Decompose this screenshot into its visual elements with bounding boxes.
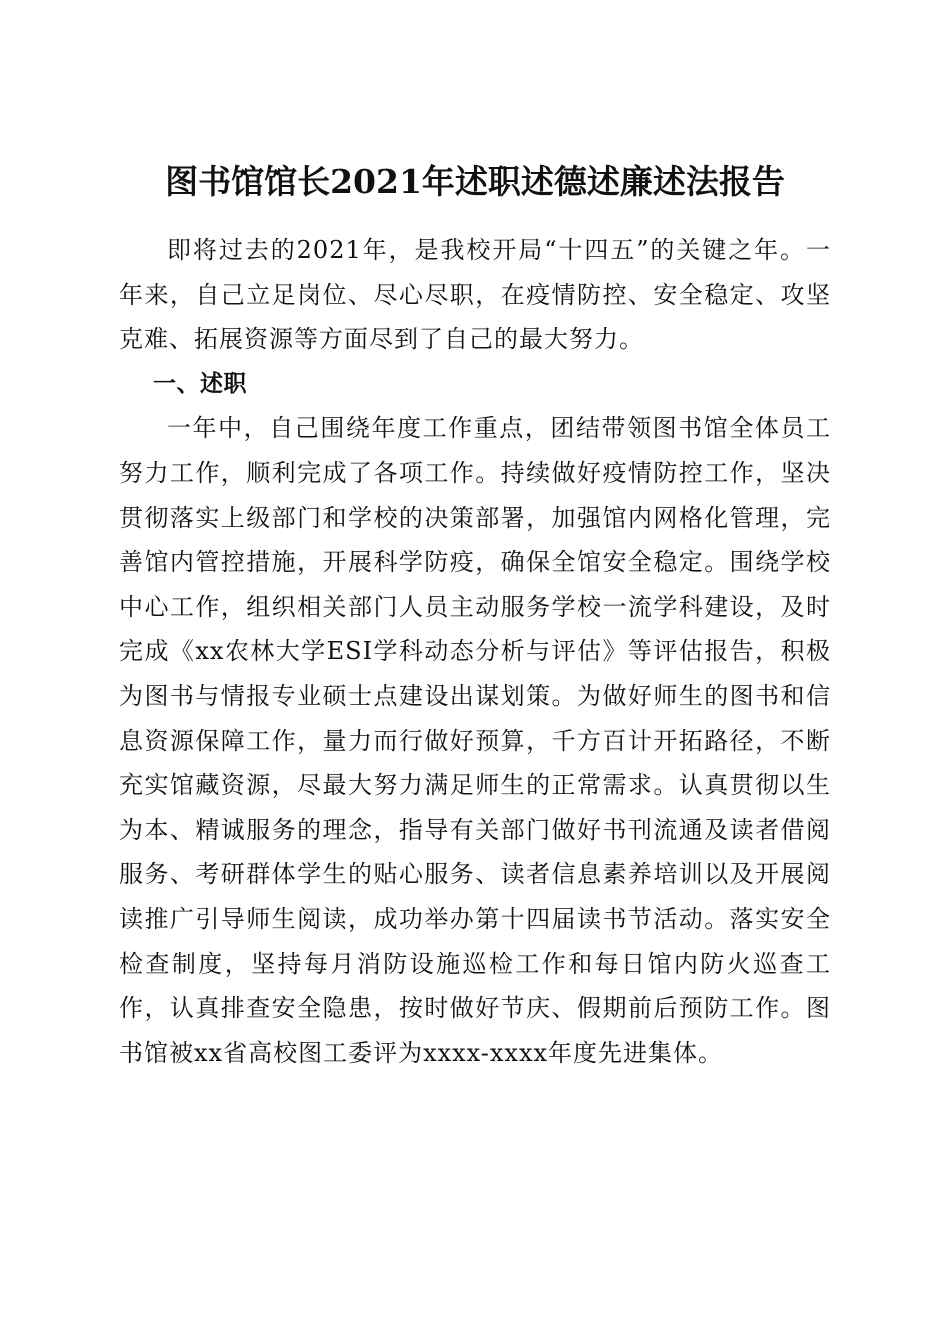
section-heading-duty-report: 一、述职 — [153, 370, 247, 397]
intro-paragraph: 即将过去的2021年，是我校开局“十四五”的关键之年。一年来，自己立足岗位、尽心尽职，在疫情防控、安全稳定、攻坚克难、拓展资源等方面尽到了自己的最大努力。 — [119, 236, 831, 354]
document-body — [119, 228, 831, 1075]
document-title: 图书馆馆长2021年述职述德述廉述法报告 — [165, 162, 785, 202]
duty-report-paragraph: 一年中，自己围绕年度工作重点，团结带领图书馆全体员工努力工作，顺利完成了各项工作。持续做好疫情防控工作，坚决贯彻落实上级部门和学校的决策部署，加强馆内网格化管理，完善馆内管控措施，开展科学防疫，确保全馆安全稳定。围绕学校中心工作，组织相关部门人员主动服务学校一流学科建设，及时完成《xx农林大学ESI学科动态分析与评估》等评估报告，积极为图书与情报专业硕士点建设出谋划策。为做好师生的图书和信息资源保障工作，量力而行做好预算，千方百计开拓路径，不断充实馆藏资源，尽最大努力满足师生的正常需求。认真贯彻以生为本、精诚服务的理念，指导有关部门做好书刊流通及读者借阅服务、考研群体学生的贴心服务、读者信息素养培训以及开展阅读推广引导师生阅读，成功举办第十四届读书节活动。落实安全检查制度，坚持每月消防设施巡检工作和每日馆内防火巡查工作，认真排查安全隐患，按时做好节庆、假期前后预防工作。图书馆被xx省高校图工委评为xxxx-xxxx年度先进集体。 — [119, 414, 831, 1067]
